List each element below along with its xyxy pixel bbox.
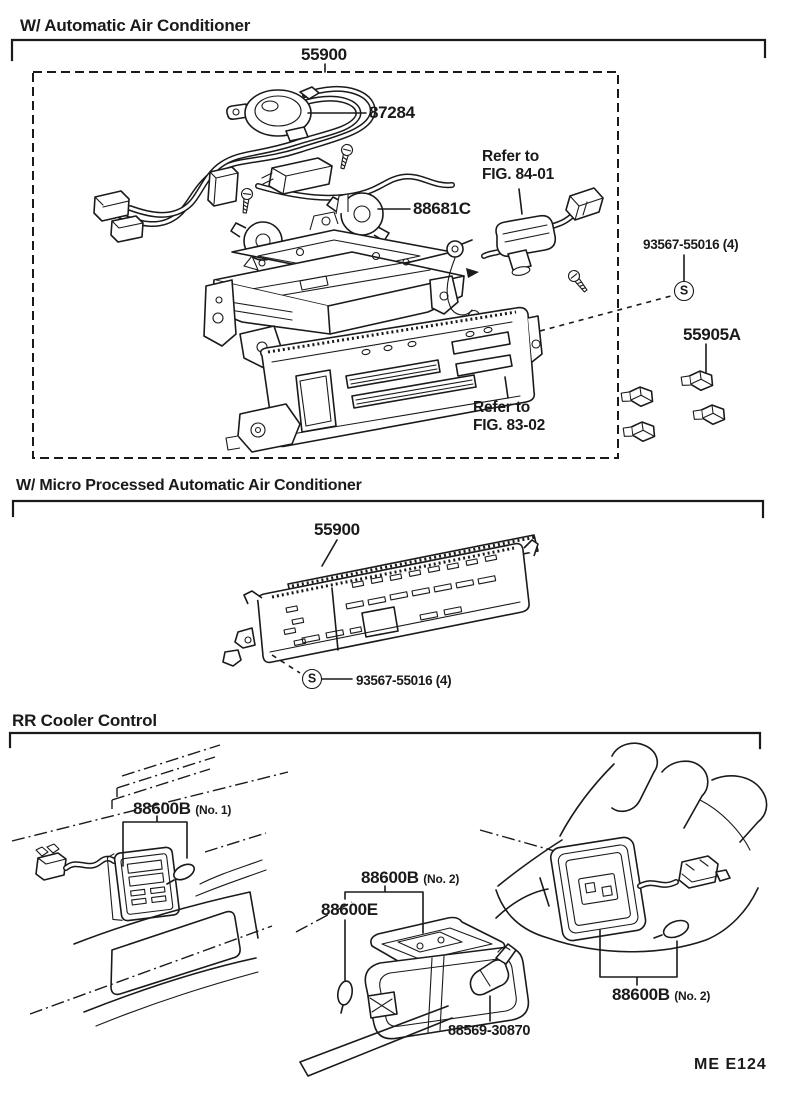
part-number-suffix: (No. 2) — [674, 989, 711, 1003]
screw-symbol-micro: S — [307, 671, 317, 686]
refer-note-fig-84-01 — [482, 148, 554, 184]
part-label-87284: 87284 — [369, 103, 415, 122]
micro-ac-drawing — [223, 535, 538, 689]
refer-note-line1: Refer to — [473, 399, 530, 416]
refer-note-fig-83-02 — [473, 399, 545, 435]
part-label-screw-micro: 93567-55016 (4) — [356, 673, 452, 688]
rr-cooler-drawing — [12, 743, 767, 1076]
part-label-55900-auto: 55900 — [301, 45, 347, 64]
section-title-rr-cooler: RR Cooler Control — [12, 711, 157, 730]
part-label-55905a: 55905A — [683, 325, 741, 344]
refer-note-line2: FIG. 83-02 — [473, 417, 546, 434]
part-label-88600b-no2-right — [612, 985, 710, 1006]
part-label-88569-30870: 88569-30870 — [448, 1023, 531, 1039]
screw-symbol-auto: S — [679, 283, 689, 298]
rr-right-seat-drawing — [480, 743, 767, 952]
refer-note-line2: FIG. 84-01 — [482, 166, 555, 183]
auto-ac-drawing — [33, 64, 726, 458]
part-number-suffix: (No. 2) — [423, 872, 460, 886]
part-label-55900-micro: 55900 — [314, 520, 360, 539]
rr-left-unit-drawing — [12, 745, 288, 1026]
part-label-88600b-no2-mid — [361, 868, 459, 889]
part-number: 88600B — [133, 799, 191, 818]
part-label-88681c: 88681C — [413, 199, 471, 218]
section-title-micro-ac: W/ Micro Processed Automatic Air Conditioner — [16, 477, 362, 494]
part-label-88600b-no1 — [133, 799, 231, 820]
section-title-auto-ac: W/ Automatic Air Conditioner — [20, 16, 251, 35]
part-number: 88600B — [361, 868, 419, 887]
part-label-screw-auto: 93567-55016 (4) — [643, 237, 739, 252]
part-number: 88600B — [612, 985, 670, 1004]
bulb-clips-55905a-drawing — [620, 369, 726, 442]
page-code: ME E124 — [694, 1056, 767, 1073]
refer-note-line1: Refer to — [482, 148, 539, 165]
part-number-suffix: (No. 1) — [195, 803, 232, 817]
motor-87284-drawing — [227, 87, 319, 141]
part-label-88600e: 88600E — [321, 900, 378, 919]
